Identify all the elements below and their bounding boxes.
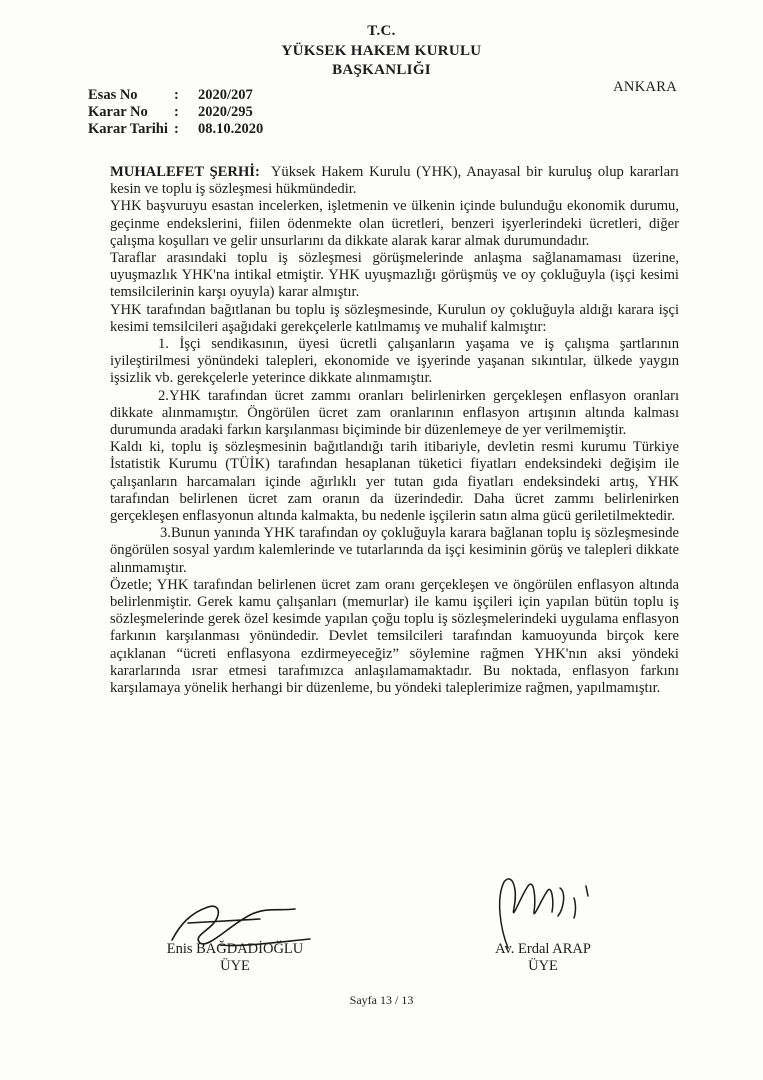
reason-2: 2.YHK tarafından ücret zammı oranları belirlenirken gerçekleşen enflasyon oranları dikkate alınmamıştır. Öngörülen ücret zam oranlarının enflasyon artışının altında kalması durumunda aradaki farkın karşılanması biçiminde bir düzenlemeye de yer verilmemiştir. (110, 387, 679, 439)
page-number: Sayfa 13 / 13 (349, 993, 414, 1007)
meta-value: 2020/295 (198, 104, 253, 120)
signer-role: ÜYE (528, 958, 558, 974)
dissent-body (110, 164, 679, 697)
reason-3: 3.Bunun yanında YHK tarafından oy çokluğuyla karara bağlanan toplu iş sözleşmesinde öngörülen sosyal yardım kalemlerinde ve tutarlarında da işçi kesiminin görüş ve talepleri dikkate alınmamıştır. (110, 525, 679, 576)
meta-value: 2020/207 (198, 87, 253, 103)
meta-row-date (88, 121, 263, 138)
header-tc: T.C. (367, 23, 396, 39)
meta-label: Esas No (88, 87, 138, 103)
meta-label: Karar Tarihi (88, 121, 168, 137)
signer-name: Enis BAĞDADİOĞLU (166, 941, 304, 957)
reason-1: 1. İşçi sendikasının, üyesi ücretli çalışanların yaşama ve iş çalışma şartlarının iyileştirilmesi yönündeki talepleri, ekonomide ve işyerinde yaşanan sıkıntılar, ülkede yaygın işsizlik vb. gerekçelerle yeterince dikkate alınmamıştır. (110, 336, 679, 387)
paragraph-text: Yüksek Hakem Kurulu (YHK), Anayasal bir kuruluş olup kararları kesin ve toplu iş sözleşmesi hükmündedir. (110, 164, 679, 198)
signer-name: Av. Erdal ARAP (495, 941, 591, 957)
paragraph: YHK başvuruyu esastan incelerken, işletmenin ve ülkenin içinde bulunduğu ekonomik durumu, geçinme endekslerini, fiilen ödenmekte olan ücretleri, benzeri işyerlerindeki ücretleri, diğer çalışma koşulları ve gelir unsurlarını da dikkate alarak karar almak durumundadır. (110, 198, 679, 249)
paragraph-intro (110, 164, 679, 198)
city-label: ANKARA (613, 79, 677, 95)
meta-sep: : (174, 104, 179, 120)
paragraph: Kaldı ki, toplu iş sözleşmesinin bağıtlandığı tarih itibariyle, devletin resmi kurumu Türkiye İstatistik Kurumu (TÜİK) tarafından hesaplanan tüketici fiyatları endeksindeki değişim ile çalışanların harcamaları içinde ağırlıklı yer tutan gıda fiyatları endeksindeki artış, YHK tarafından belirlenen ücret zam oranın da üzerindedir. Daha ücret zammı belirlenirken gerçekleşen enflasyonun altında kalmakta, bu nedenle işçilerin satın alma gücü geriletilmektedir. (110, 439, 679, 525)
header-institution: YÜKSEK HAKEM KURULU (281, 43, 482, 59)
meta-sep: : (174, 87, 179, 103)
case-meta (88, 87, 263, 138)
dissent-heading: MUHALEFET ŞERHİ: (110, 164, 260, 180)
signer-role: ÜYE (220, 958, 250, 974)
header-presidency: BAŞKANLIĞI (332, 62, 431, 78)
meta-row-karar (88, 104, 263, 121)
paragraph: YHK tarafından bağıtlanan bu toplu iş sözleşmesinde, Kurulun oy çokluğuyla aldığı karara işçi kesimi temsilcileri aşağıdaki gerekçelerle katılmamış ve muhalif kalmıştır: (110, 301, 679, 335)
signature-1-block (150, 941, 320, 975)
meta-value: 08.10.2020 (198, 121, 264, 137)
meta-sep: : (174, 121, 179, 137)
meta-row-esas (88, 87, 263, 104)
meta-label: Karar No (88, 104, 148, 120)
signature-2-block (468, 941, 618, 975)
summary-paragraph: Özetle; YHK tarafından belirlenen ücret zam oranı gerçekleşen ve öngörülen enflasyon altında belirlenmiştir. Gerek kamu çalışanları (memurlar) ile kamu işçileri için yapılan bütün toplu iş sözleşmelerinde gerek özel kesimde yapılan çoğu toplu iş sözleşmelerindeki uygulama enflasyon farkının karşılanması yönündedir. Devlet temsilcileri tarafından kamuoyunda birçok kere açıklanan “ücreti enflasyona ezdirmeyeceğiz” söylemine rağmen YHK'nın aksi yöndeki kararlarında ısrar etmesi tarafımızca anlaşılamamaktadır. Bu noktada, enflasyon farkını karşılamaya yönelik herhangi bir düzenleme, bu yöndeki taleplerimize rağmen, yapılmamıştır. (110, 576, 679, 697)
paragraph: Taraflar arasındaki toplu iş sözleşmesi görüşmelerinde anlaşma sağlanamaması üzerine, uyuşmazlık YHK'na intikal etmiştir. YHK uyuşmazlığı görüşmüş ve oy çokluğuyla (işçi kesimi temsilcilerinin karşı oyuyla) karar almıştır. (110, 250, 679, 301)
